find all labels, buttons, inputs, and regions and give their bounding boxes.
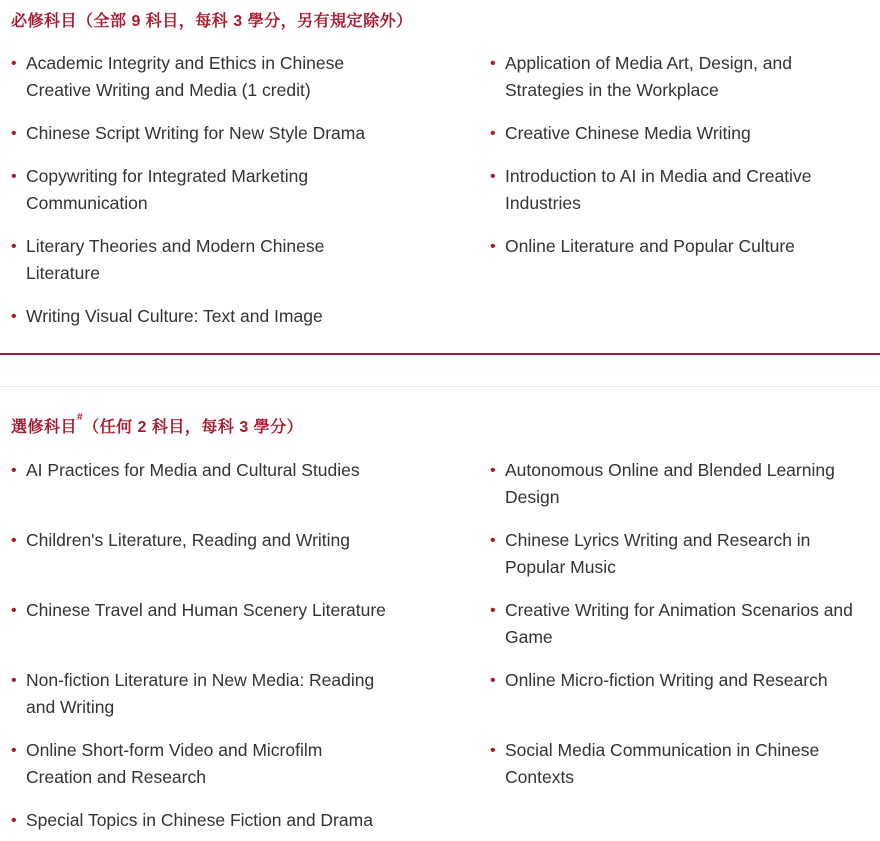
course-name: Social Media Communication in Chinese Contexts (505, 740, 820, 787)
bullet-icon: • (11, 602, 17, 619)
bullet-icon: • (490, 55, 496, 72)
course-name: Non-fiction Literature in New Media: Reading and Writing (26, 670, 375, 717)
bullet-icon: • (11, 55, 17, 72)
bullet-icon: • (11, 462, 17, 479)
course-name: Literary Theories and Modern Chinese Literature (26, 236, 325, 283)
bullet-icon: • (490, 672, 496, 689)
list-item (490, 120, 875, 147)
list-item (11, 303, 411, 330)
course-name: Chinese Script Writing for New Style Drama (26, 123, 366, 143)
bullet-icon: • (490, 532, 496, 549)
course-name: Children's Literature, Reading and Writing (26, 530, 351, 550)
list-item (490, 163, 840, 217)
list-item (11, 457, 411, 484)
list-item (11, 737, 346, 791)
elective-title-main: 選修科目 (11, 419, 78, 436)
elective-title-rest: （任何 2 科目，每科 3 學分） (83, 419, 304, 436)
course-name: Online Short-form Video and Microfilm Creation and Research (26, 740, 323, 787)
bullet-icon: • (490, 602, 496, 619)
bullet-icon: • (490, 742, 496, 759)
list-item (11, 233, 356, 287)
bullet-icon: • (11, 238, 17, 255)
required-courses-heading: 必修科目（全部 9 科目，每科 3 學分，另有規定除外） (11, 13, 413, 30)
bullet-icon: • (490, 125, 496, 142)
list-item (490, 50, 875, 104)
course-name: Creative Writing for Animation Scenarios and Game (505, 600, 853, 647)
course-name: Autonomous Online and Blended Learning Design (505, 460, 835, 507)
list-item (11, 667, 396, 721)
course-name: AI Practices for Media and Cultural Studies (26, 460, 360, 480)
course-name: Chinese Travel and Human Scenery Literature (26, 600, 386, 620)
course-name: Creative Chinese Media Writing (505, 123, 751, 143)
list-item (490, 233, 875, 260)
course-name: Application of Media Art, Design, and Strategies in the Workplace (505, 53, 792, 100)
bullet-icon: • (490, 462, 496, 479)
section-separator (0, 386, 880, 387)
list-item (11, 527, 411, 554)
bullet-icon: • (11, 532, 17, 549)
bullet-icon: • (11, 672, 17, 689)
bullet-icon: • (11, 125, 17, 142)
bullet-icon: • (11, 168, 17, 185)
list-item (11, 120, 411, 147)
list-item (490, 737, 840, 791)
bullet-icon: • (490, 238, 496, 255)
bullet-icon: • (11, 742, 17, 759)
course-name: Online Literature and Popular Culture (505, 236, 795, 256)
course-name: Copywriting for Integrated Marketing Communication (26, 166, 309, 213)
footnote-mark: # (77, 412, 84, 423)
elective-courses-heading (11, 414, 303, 437)
list-item (11, 163, 341, 217)
course-name: Chinese Lyrics Writing and Research in Popular Music (505, 530, 811, 577)
list-item (11, 50, 411, 104)
course-name: Writing Visual Culture: Text and Image (26, 306, 323, 326)
bullet-icon: • (490, 168, 496, 185)
bullet-icon: • (11, 308, 17, 325)
list-item (11, 597, 411, 624)
section-divider (0, 353, 880, 355)
list-item (11, 807, 411, 834)
course-name: Introduction to AI in Media and Creative Industries (505, 166, 812, 213)
course-name: Online Micro-fiction Writing and Research (505, 670, 828, 690)
list-item (490, 667, 875, 694)
list-item (490, 527, 835, 581)
list-item (490, 597, 878, 651)
list-item (490, 457, 860, 511)
course-name: Special Topics in Chinese Fiction and Drama (26, 810, 373, 830)
bullet-icon: • (11, 812, 17, 829)
course-name: Academic Integrity and Ethics in Chinese Creative Writing and Media (1 credit) (26, 53, 345, 100)
